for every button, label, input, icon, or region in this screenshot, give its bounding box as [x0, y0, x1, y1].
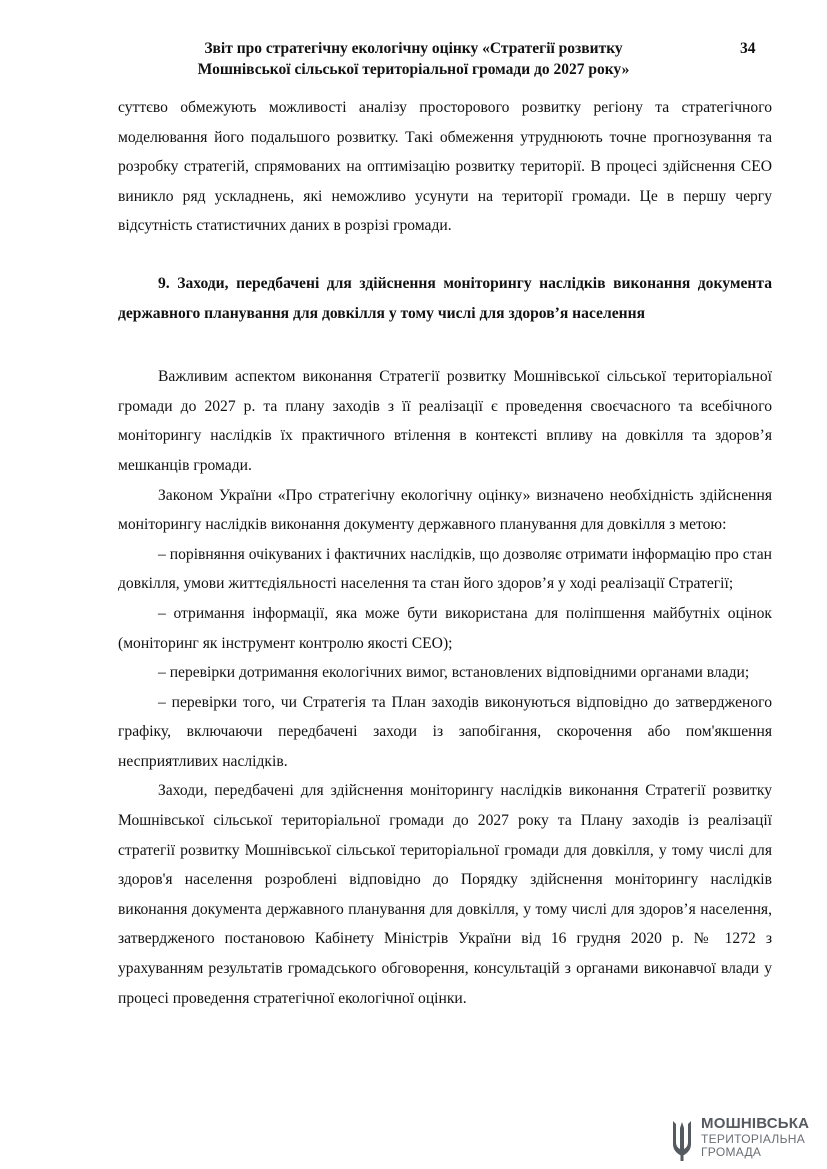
document-body	[118, 93, 772, 1013]
logo-subtitle-2: ГРОМАДА	[701, 1145, 762, 1159]
trident-icon	[669, 1118, 695, 1162]
logo-subtitle-1: ТЕРИТОРІАЛЬНА	[701, 1132, 806, 1146]
list-item: – перевірки того, чи Стратегія та План заходів виконуються відповідно до затвердженого графіку, включаючи передбачені заходи із запобігання, скорочення або пом'якшення несприятливих наслідків.	[118, 693, 772, 770]
paragraph-2: Законом України «Про стратегічну екологічну оцінку» визначено необхідність здійснення моніторингу наслідків виконання документу державного планування для довкілля з метою:	[118, 486, 772, 534]
page-number: 34	[740, 40, 756, 57]
list-item: – порівняння очікуваних і фактичних наслідків, що дозволяє отримати інформацію про стан довкілля, умови життєдіяльності населення та стан його здоров’я у ході реалізації Стратегії;	[118, 545, 772, 593]
section-heading: 9. Заходи, передбачені для здійснення моніторингу наслідків виконання документа державного планування для довкілля у тому числі для здоров’я населення	[118, 274, 772, 322]
community-logo	[669, 1114, 819, 1164]
logo-title: МОШНІВСЬКА	[701, 1115, 810, 1132]
list-item: – перевірки дотримання екологічних вимог, встановлених відповідними органами влади;	[158, 664, 750, 682]
page-header	[0, 38, 827, 80]
paragraph-3: Заходи, передбачені для здійснення моніторингу наслідків виконання Стратегії розвитку Мошнівської сільської територіальної громади до 2027 року та Плану заходів із реалізації стратегії розвитку Мошнівської сільської територіальної громади для довкілля, у тому числі для здоров'я населення розроблені відповідно до Порядку здійснення моніторингу наслідків виконання документа державного планування для довкілля, у тому числі для здоров’я населення, затвердженого постановою Кабінету Міністрів України від 16 грудня 2020 р. № 1272 з урахуванням результатів громадського обговорення, консультацій з органами виконавчої влади у процесі проведення стратегічної екологічної оцінки.	[118, 782, 772, 1007]
header-title-line-1: Звіт про стратегічну екологічну оцінку «Стратегії розвитку	[204, 40, 623, 57]
paragraph-1: Важливим аспектом виконання Стратегії розвитку Мошнівської сільської територіальної громади до 2027 р. та плану заходів з її реалізації є проведення своєчасного та всебічного моніторингу наслідків їх практичного втілення в контексті впливу на довкілля та здоров’я мешканців громади.	[118, 368, 772, 474]
intro-paragraph: суттєво обмежують можливості аналізу просторового розвитку регіону та стратегічного моделювання його подальшого розвитку. Такі обмеження утруднюють точне прогнозування та розробку стратегій, спрямованих на оптимізацію розвитку території. В процесі здійснення СЕО виникло ряд ускладнень, які неможливо усунути на території громади. Це в першу чергу відсутність статистичних даних в розрізі громади.	[118, 99, 772, 235]
header-title-line-2: Мошнівської сільської територіальної громади до 2027 року»	[197, 61, 630, 78]
list-item: – отримання інформації, яка може бути використана для поліпшення майбутніх оцінок (моніторинг як інструмент контролю якості СЕО);	[118, 604, 772, 652]
